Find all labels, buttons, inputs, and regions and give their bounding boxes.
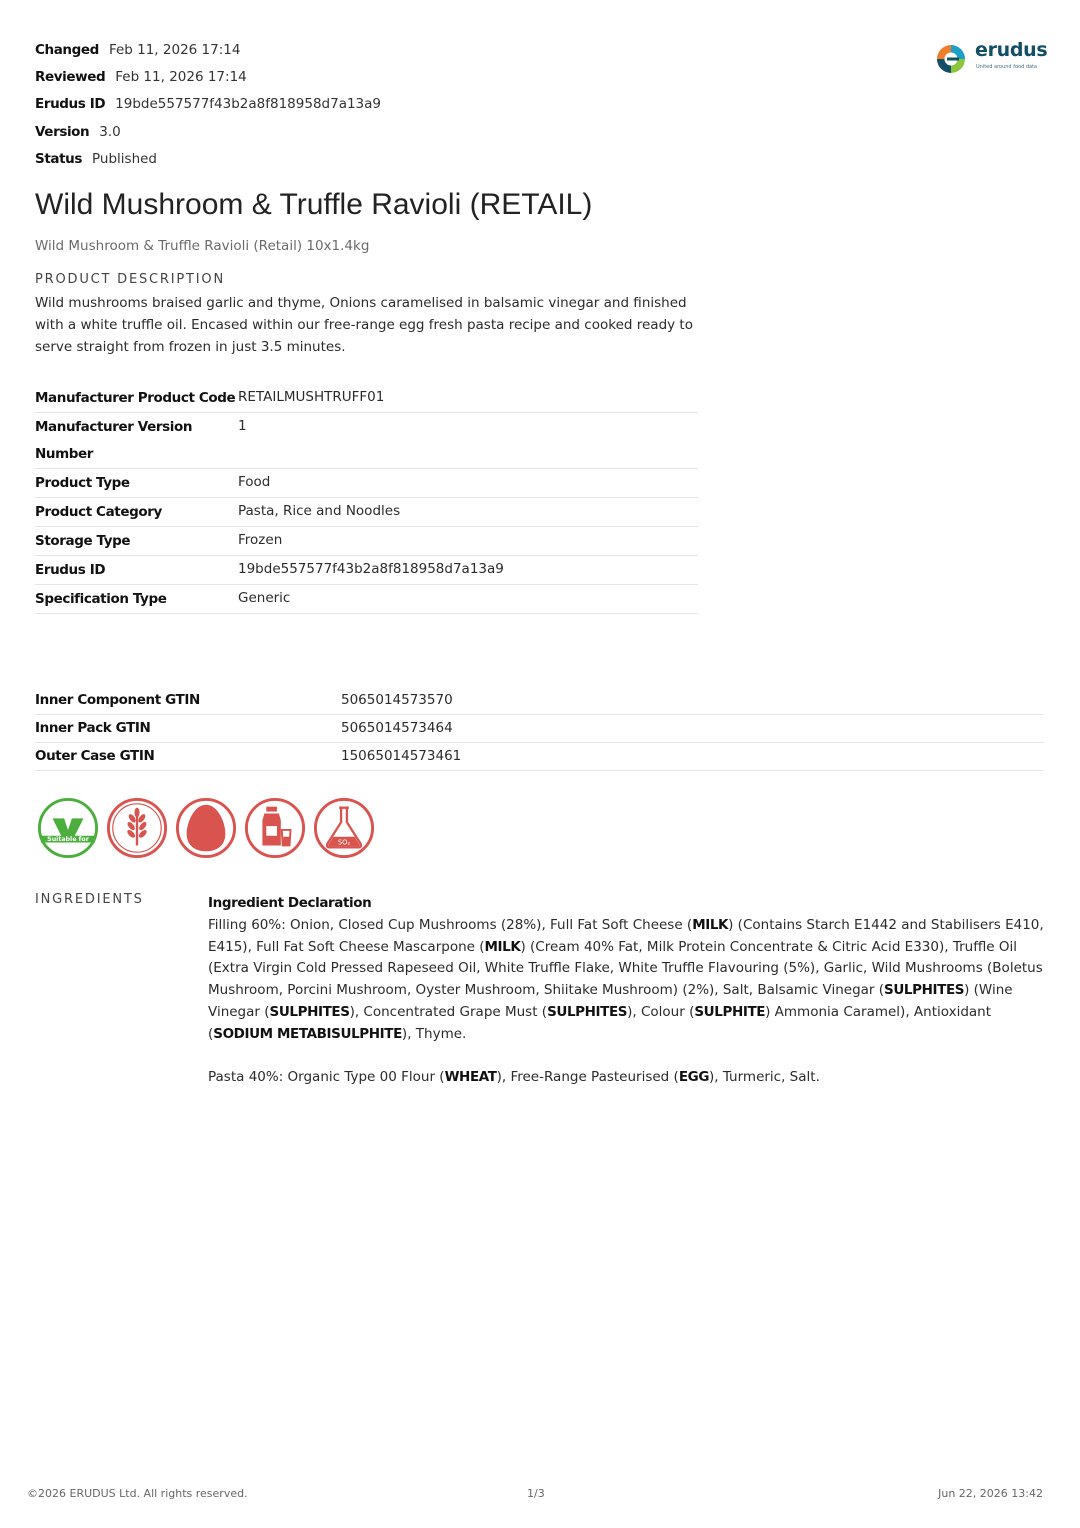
table-row [35, 556, 698, 585]
gtin-table [35, 687, 1044, 771]
gtin-key: Inner Component GTIN [35, 687, 341, 715]
erudus-logo-text: erudus [975, 39, 1048, 61]
meta-key: Reviewed [35, 69, 106, 86]
meta-key: Changed [35, 42, 99, 58]
allergen-highlight: SULPHITES [884, 982, 965, 999]
ingredient-text: Pasta 40%: Organic Type 00 Flour ( [208, 1069, 445, 1086]
spec-value: Generic [238, 585, 698, 614]
sulphites-icon [313, 797, 375, 859]
ingredient-text: ) (Cream 40% Fat, Milk Protein Concentrate & Citric Acid E330), Truffle Oil (Extra Virgin Cold Pressed Rapeseed Oil, White Truffle Flake, White Truffle Flavouring (5%), Garlic, Wild Mushrooms (Boletus Mushroom, Porcini Mushroom, Oyster Mushroom, Shiitake Mushroom) (2%), Salt, Balsamic Vinegar ( [208, 938, 1043, 999]
ingredients-paragraph [208, 1067, 1048, 1089]
gtin-value: 5065014573464 [341, 715, 1044, 743]
ingredient-text: ), Thyme. [401, 1025, 467, 1042]
allergen-highlight: SULPHITES [269, 1003, 350, 1020]
spec-table [35, 384, 698, 614]
allergen-highlight: EGG [678, 1069, 709, 1086]
meta-key: Version [35, 123, 90, 140]
spec-value: RETAILMUSHTRUFF01 [238, 384, 698, 413]
ingredient-declaration-title: Ingredient Declaration [208, 895, 372, 911]
table-row [35, 469, 698, 498]
page-title: Wild Mushroom & Truffle Ravioli (RETAIL) [35, 188, 593, 221]
spec-value: Food [238, 469, 698, 498]
ingredient-text: ) (Wine Vinegar ( [208, 982, 1013, 1020]
spec-value: Pasta, Rice and Noodles [238, 498, 698, 527]
ingredient-text: Filling 60%: Onion, Closed Cup Mushrooms (28%), Full Fat Soft Cheese ( [208, 916, 693, 933]
spec-key: Storage Type [35, 527, 238, 556]
meta-row-reviewed [35, 66, 381, 93]
spec-key: Manufacturer Version Number [35, 413, 238, 469]
spec-value: 19bde557577f43b2a8f818958d7a13a9 [238, 556, 698, 585]
spec-key: Specification Type [35, 585, 238, 614]
meta-row-changed [35, 39, 381, 66]
ingredient-text: ) Ammonia Caramel), Antioxidant ( [208, 1003, 992, 1042]
meta-value: Feb 11, 2026 17:14 [115, 69, 247, 86]
ingredient-text: ), Free-Range Pasteurised ( [496, 1069, 679, 1086]
table-row [35, 413, 698, 469]
meta-block [35, 39, 381, 175]
spec-key: Product Type [35, 469, 238, 498]
footer-copyright: ©2026 ERUDUS Ltd. All rights reserved. [27, 1487, 248, 1500]
sulphites-icon-label: SO₂ [337, 838, 351, 847]
table-row [35, 715, 1044, 743]
egg-icon [175, 797, 237, 859]
table-row [35, 498, 698, 527]
table-row [35, 527, 698, 556]
allergen-highlight: MILK [484, 938, 521, 955]
gtin-key: Outer Case GTIN [35, 743, 341, 771]
product-description-text: Wild mushrooms braised garlic and thyme, Onions caramelised in balsamic vinegar and finished with a white truffle oil. Encased within our free-range egg fresh pasta recipe and cooked ready to serve straight from frozen in just 3.5 minutes. [35, 295, 693, 355]
allergen-highlight: MILK [692, 916, 729, 933]
spec-key: Product Category [35, 498, 238, 527]
spec-value: 1 [238, 413, 698, 469]
allergen-highlight: SULPHITES [547, 1003, 628, 1020]
vegetarian-icon [37, 797, 99, 859]
ingredient-text: ), Concentrated Grape Must ( [349, 1003, 548, 1020]
allergen-highlight: WHEAT [444, 1069, 497, 1086]
meta-value: Feb 11, 2026 17:14 [108, 42, 241, 58]
gtin-value: 5065014573570 [341, 687, 1044, 715]
gtin-key: Inner Pack GTIN [35, 715, 341, 743]
ingredients-heading: INGREDIENTS [35, 892, 144, 907]
meta-row-version [35, 121, 381, 148]
meta-value: 19bde557577f43b2a8f818958d7a13a9 [115, 96, 382, 113]
meta-key: Status [35, 150, 82, 167]
table-row [35, 585, 698, 614]
meta-value: Published [92, 150, 157, 167]
meta-value: 3.0 [99, 123, 121, 140]
spec-value: Frozen [238, 527, 698, 556]
ingredients-block [208, 893, 1048, 1089]
product-description-heading: PRODUCT DESCRIPTION [35, 272, 225, 287]
spec-key: Manufacturer Product Code [35, 384, 238, 413]
ingredient-text: ), Colour ( [627, 1003, 695, 1020]
allergen-highlight: SULPHITE [694, 1003, 766, 1020]
allergen-highlight: SODIUM METABISULPHITE [213, 1025, 402, 1042]
cereals-gluten-icon [106, 797, 168, 859]
meta-row-erudus-id [35, 93, 381, 120]
ingredient-text: ) (Contains Starch E1442 and Stabilisers E410, E415), Full Fat Soft Cheese Mascarpone ( [208, 916, 1044, 955]
ingredients-paragraph [208, 915, 1048, 1046]
spec-key: Erudus ID [35, 556, 238, 585]
meta-row-status [35, 148, 381, 175]
footer-page-number: 1/3 [527, 1487, 545, 1500]
table-row [35, 687, 1044, 715]
page-subtitle: Wild Mushroom & Truffle Ravioli (Retail) 10x1.4kg [35, 238, 370, 254]
erudus-logo [934, 39, 1048, 78]
erudus-logo-tagline: United around food data [976, 64, 1038, 70]
vegetarian-icon-label: Suitable for [47, 836, 89, 844]
erudus-logo-mark [934, 42, 968, 76]
table-row [35, 743, 1044, 771]
table-row [35, 384, 698, 413]
meta-key: Erudus ID [35, 96, 106, 113]
footer-printed-date: Jun 22, 2026 13:42 [938, 1487, 1043, 1500]
ingredient-text: ), Turmeric, Salt. [709, 1069, 820, 1086]
gtin-value: 15065014573461 [341, 743, 1044, 771]
milk-icon [244, 797, 306, 859]
